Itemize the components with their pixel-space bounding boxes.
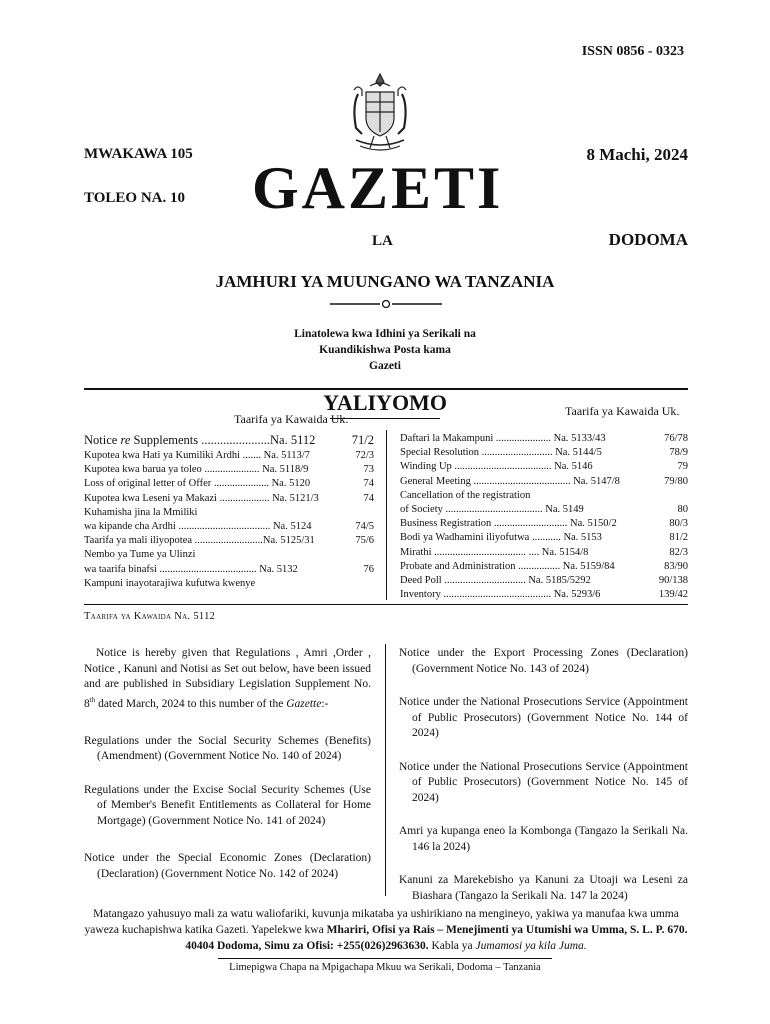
contents-left-header: Taarifa ya Kawaida Uk. <box>234 412 349 426</box>
notice-item: Notice under the National Prosecutions Service (Appointment of Public Prosecutors) (Government Notice No. 144 of 2024) <box>399 696 688 739</box>
volume-number: MWAKAWA 105 <box>84 146 193 162</box>
contents-entry: Special Resolution ........................... Na. 5144/5 78/9 <box>400 447 688 459</box>
contents-entry: Notice re Supplements ......................Na. 5112 71/2 <box>84 433 374 447</box>
contents-entry: Cancellation of the registration <box>400 489 531 501</box>
masthead-title: GAZETI <box>252 155 504 221</box>
publication-note <box>0 326 770 374</box>
contents-entry: Taarifa ya mali iliyopotea ..........................Na. 5125/31 75/6 <box>84 535 374 547</box>
coat-of-arms-icon <box>340 70 420 160</box>
publication-line: Linatolewa kwa Idhini ya Serikali na <box>294 328 476 340</box>
contents-entry: Kupotea kwa Hati ya Kumiliki Ardhi ....... Na. 5113/7 72/3 <box>84 450 374 461</box>
notice-intro: Notice is hereby given that Regulations , Amri ,Order , Notice , Kanuni and Notisi as Set out below, have been issued and are published in Subsidiary Legislation Supplement No. 8th dated March, 2024 to this number of the Gazette:- <box>84 647 371 710</box>
issue-number: TOLEO NA. 10 <box>84 190 185 206</box>
contents-entry: Loss of original letter of Offer ..................... Na. 5120 74 <box>84 478 374 490</box>
contents-entry: Kuhamisha jina la Mmiliki <box>84 506 198 518</box>
contents-entry: of Society ..................................... Na. 5149 80 <box>400 504 688 516</box>
republic-name: JAMHURI YA MUUNGANO WA TANZANIA <box>215 272 555 291</box>
contents-left-list <box>84 432 374 591</box>
contents-entry: Nembo ya Tume ya Ulinzi <box>84 549 196 561</box>
contents-heading: YALIYOMO <box>323 390 447 415</box>
footer-rule <box>218 958 552 959</box>
notice-item: Notice under the Special Economic Zones (Declaration) (Declaration) (Government Notice No. 142 of 2024) <box>84 852 371 880</box>
notice-item: Regulations under the Social Security Schemes (Benefits) (Amendment) (Government Notice No. 140 of 2024) <box>84 734 371 763</box>
contents-entry: Kupotea kwa barua ya toleo ..................... Na. 5118/9 73 <box>84 464 374 476</box>
notice-top-rule <box>84 604 688 605</box>
printer-credit: Limepigwa Chapa na Mpigachapa Mkuu wa Serikali, Dodoma – Tanzania <box>229 962 541 973</box>
issue-date: 8 Machi, 2024 <box>586 145 688 164</box>
issn-number: ISSN 0856 - 0323 <box>581 44 684 59</box>
publication-line: Kuandikishwa Posta kama <box>319 344 451 356</box>
contents-entry: Winding Up ..................................... Na. 5146 79 <box>400 461 688 473</box>
notice-right-column <box>399 646 688 917</box>
notice-left-column <box>84 646 371 895</box>
notice-item: Regulations under the Excise Social Security Schemes (Use of Member's Benefit Entitlements as Collateral for Home Mortgage) (Government Notice No. 141 of 2024) <box>84 783 371 827</box>
contents-entry: Kupotea kwa Leseni ya Makazi ................... Na. 5121/3 74 <box>84 492 374 504</box>
contents-right-header: Taarifa ya Kawaida Uk. <box>565 404 680 418</box>
notice-item: Notice under the National Prosecutions Service (Appointment of Public Prosecutors) (Government Notice No. 145 of 2024) <box>399 760 688 804</box>
contents-right-list <box>400 432 688 602</box>
footer-notice: Matangazo yahusuyo mali za watu waliofariki, kuvunja mikataba ya ushirikiano na mengineyo, yakiwa ya manufaa kwa umma yaweza kuchapishwa katika Gazeti. Yapelekwe kwa Mhariri, Ofisi ya Rais – Menejimenti ya Utumishi wa Umma, S. L. P. 670. 40404 Dodoma, Simu za Ofisi: +255(026)2963630. Kabla ya Jumamosi ya kila Juma. <box>84 908 688 952</box>
contents-entry: wa taarifa binafsi ..................................... Na. 5132 76 <box>84 563 374 575</box>
contents-column-divider <box>386 430 387 600</box>
contents-entry: Inventory ......................................... Na. 5293/6 139/42 <box>400 589 688 601</box>
ornament-divider-icon <box>330 298 442 310</box>
notice-item: Kanuni za Marekebisho ya Kanuni za Utoaji wa Leseni za Biashara (Tangazo la Serikali Na. 147 la 2024) <box>399 874 688 902</box>
masthead-la: LA <box>372 233 393 249</box>
contents-entry: Mirathi ................................... .... Na. 5154/8 82/3 <box>400 546 688 558</box>
contents-entry: Daftari la Makampuni ..................... Na. 5133/43 76/78 <box>400 433 688 444</box>
contents-entry: General Meeting ..................................... Na. 5147/8 79/80 <box>400 475 688 487</box>
contents-entry: Bodi ya Wadhamini iliyofutwa ........... Na. 5153 81/2 <box>400 532 688 544</box>
notice-heading: Taarifa ya Kawaida Na. 5112 <box>84 611 216 622</box>
publication-place: DODOMA <box>608 230 688 249</box>
contents-entry: Kampuni inayotarajiwa kufutwa kwenye <box>84 577 256 589</box>
notice-item: Notice under the Export Processing Zones (Declaration) (Government Notice No. 143 of 2024) <box>399 647 688 675</box>
contents-entry: wa kipande cha Ardhi ................................... Na. 5124 74/5 <box>84 521 374 533</box>
contents-entry: Deed Poll ............................... Na. 5185/5292 90/138 <box>400 575 688 587</box>
contents-entry: Probate and Administration ................ Na. 5159/84 83/90 <box>400 560 688 572</box>
publication-line: Gazeti <box>369 360 401 372</box>
contents-entry: Business Registration ............................ Na. 5150/2 80/3 <box>400 518 688 530</box>
notice-column-divider <box>385 644 386 896</box>
notice-item: Amri ya kupanga eneo la Kombonga (Tangazo la Serikali Na. 146 la 2024) <box>399 825 688 853</box>
